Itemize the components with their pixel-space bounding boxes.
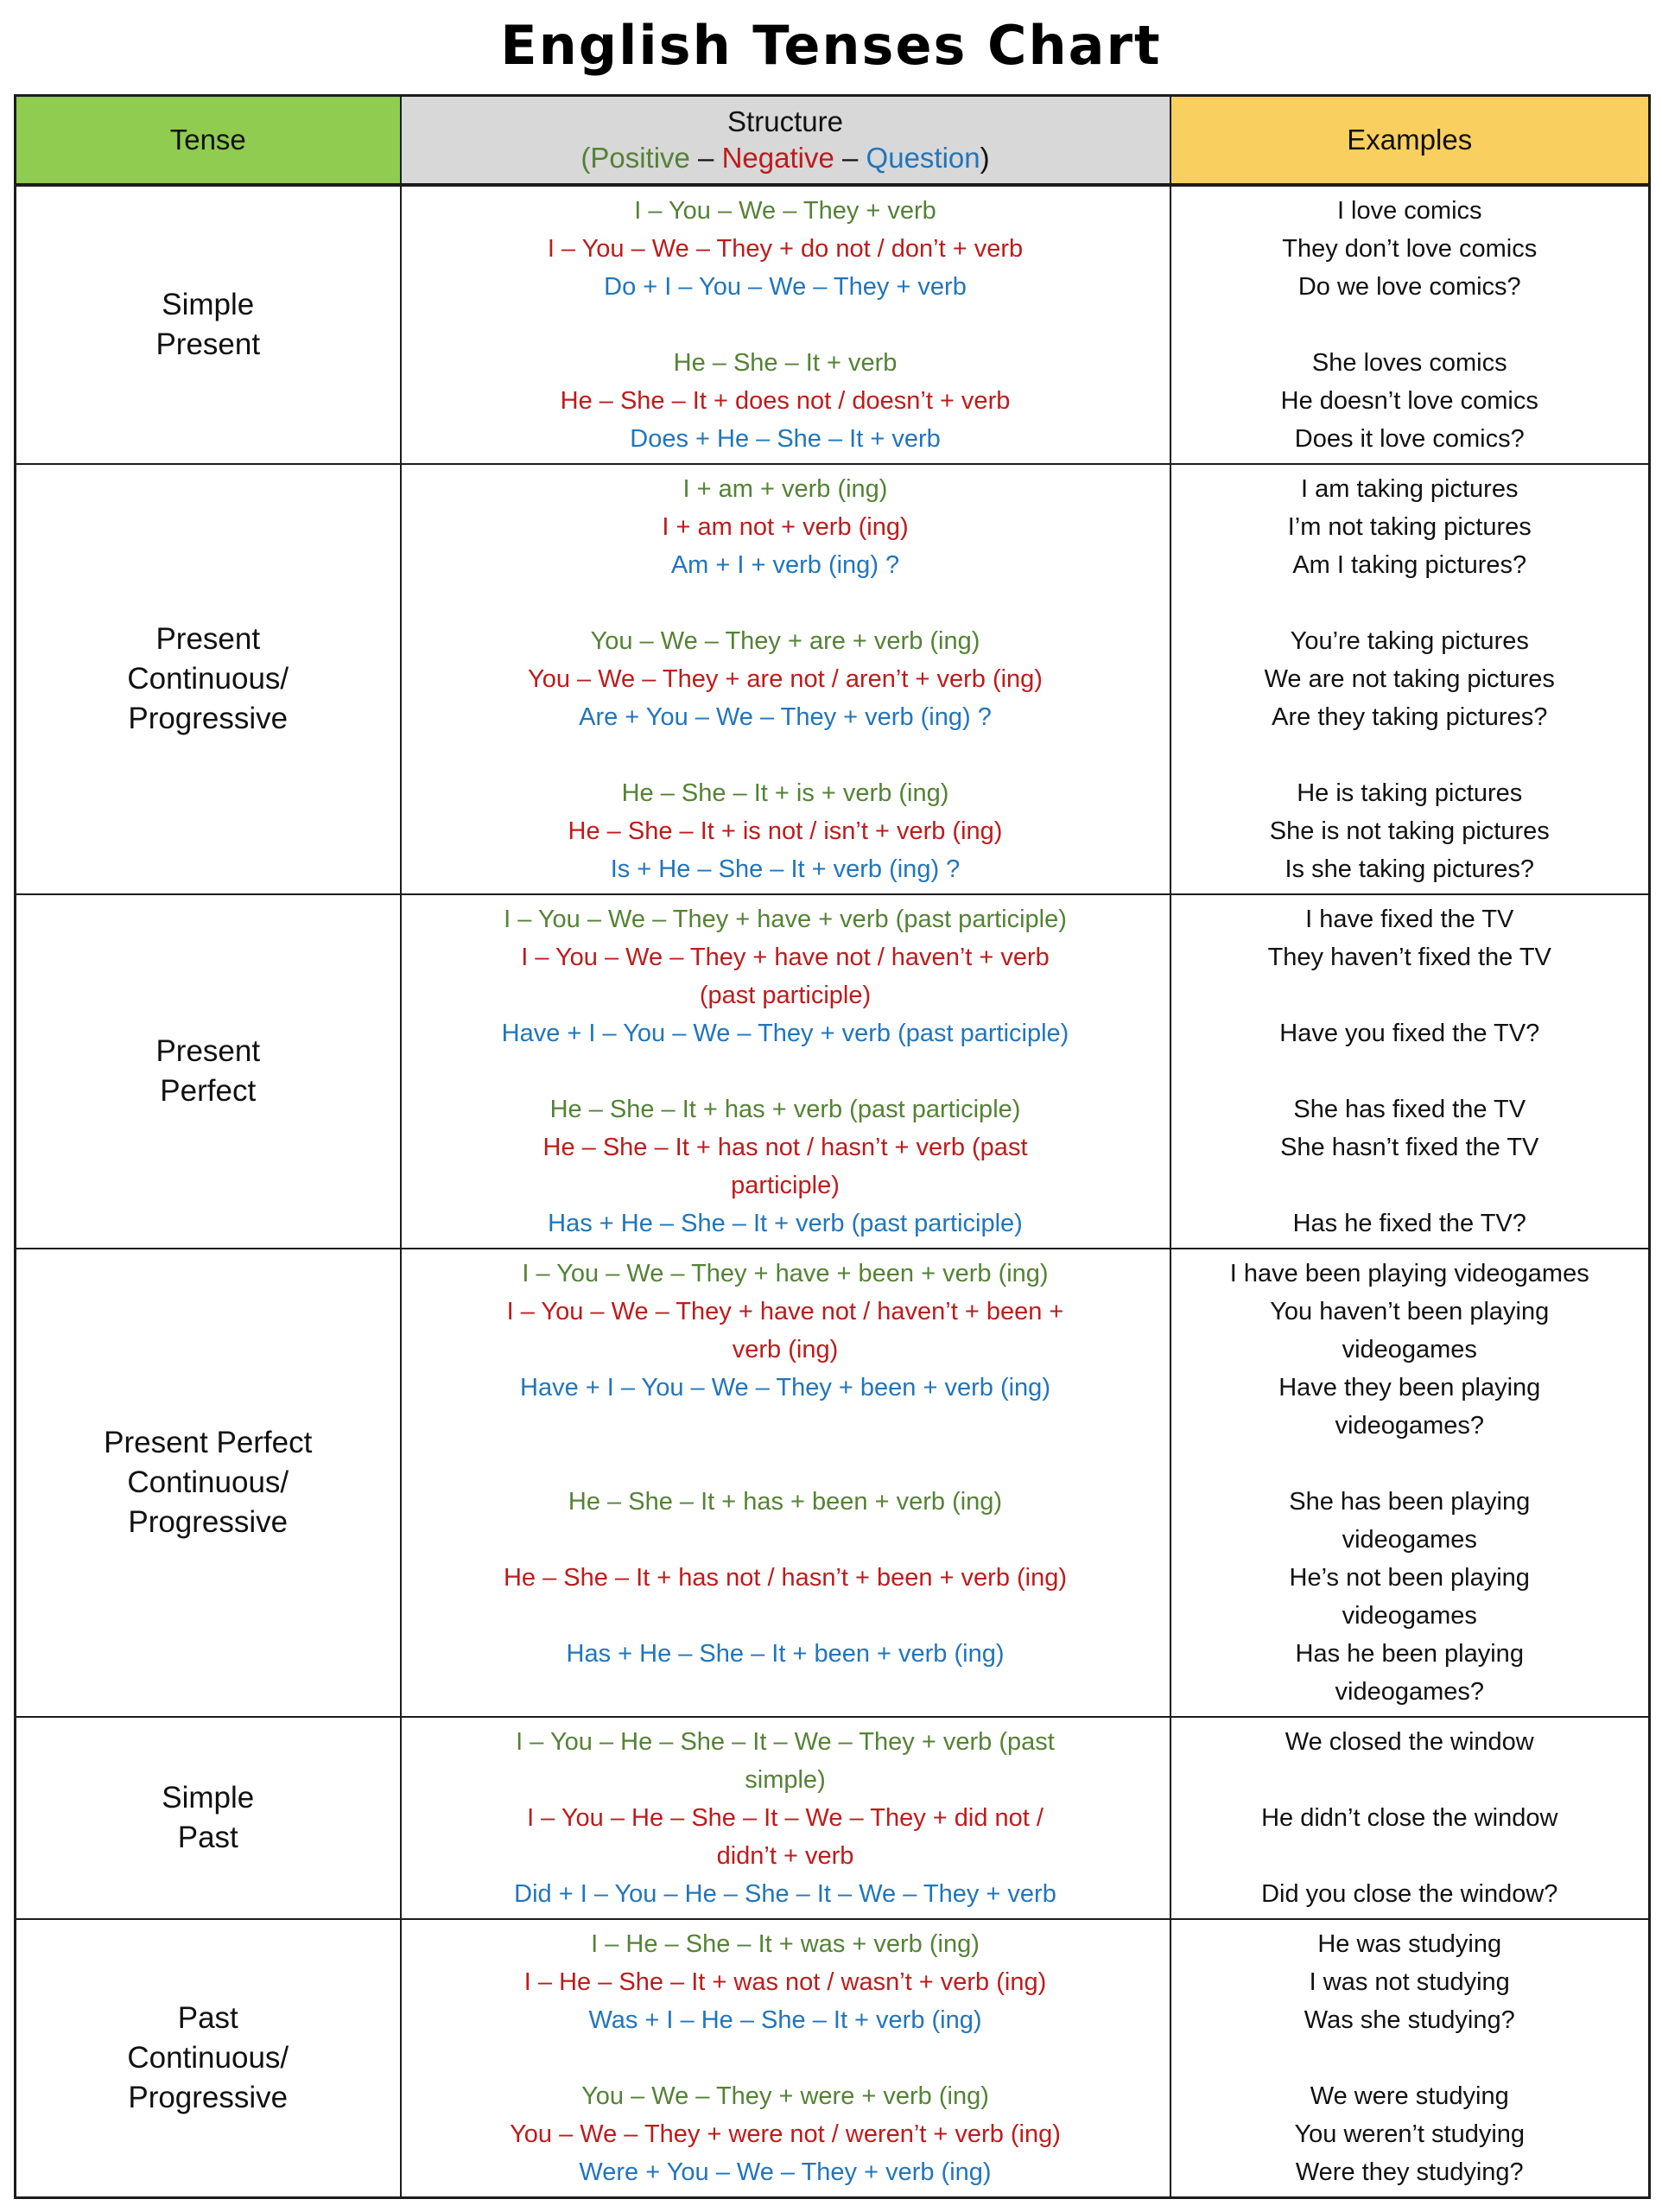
example-line: She is not taking pictures	[1269, 817, 1550, 845]
example-line: Am I taking pictures?	[1292, 551, 1527, 579]
example-line: Has he fixed the TV?	[1292, 1210, 1526, 1237]
structure-line-positive: I – He – She – It + was + verb (ing)	[591, 1930, 980, 1958]
example-line: videogames	[1342, 1336, 1477, 1363]
tense-label-line: Progressive	[128, 702, 289, 735]
structure-cell	[401, 1919, 1170, 2198]
structure-line-question: Do + I – You – We – They + verb	[604, 273, 967, 301]
legend-plain: –	[689, 142, 722, 174]
structure-line-blank	[405, 2039, 1166, 2077]
example-line	[1175, 584, 1646, 622]
structure-line-negative: I – You – We – They + do not / don’t + verb	[547, 235, 1024, 263]
structure-line-negative: You – We – They + were not / weren’t + verb (ing)	[510, 2120, 1061, 2148]
example-line: We closed the window	[1285, 1728, 1534, 1756]
examples-cell	[1170, 464, 1650, 894]
example-line: I have fixed the TV	[1305, 906, 1514, 933]
example-line: videogames	[1342, 1526, 1477, 1554]
structure-line-blank	[405, 584, 1166, 622]
example-line: I love comics	[1336, 197, 1482, 225]
header-structure-legend	[402, 142, 1170, 175]
tense-label-line: Progressive	[128, 2081, 289, 2114]
structure-line-question: Did + I – You – He – She – It – We – They + verb	[514, 1880, 1056, 1908]
example-line: I am taking pictures	[1301, 475, 1519, 503]
structure-line-negative: participle)	[731, 1172, 840, 1199]
tense-cell	[16, 1717, 401, 1919]
structure-line-blank	[405, 1673, 1166, 1711]
legend-plain: )	[980, 142, 990, 174]
structure-line-blank	[405, 1597, 1166, 1635]
example-line: You haven’t been playing	[1270, 1298, 1550, 1325]
example-line: Have they been playing	[1278, 1374, 1541, 1402]
structure-line-negative: I + am not + verb (ing)	[662, 513, 909, 541]
tense-label-line: Past	[177, 2001, 238, 2035]
tense-label-line: Continuous/	[127, 1465, 289, 1499]
structure-line-question: Am + I + verb (ing) ?	[670, 551, 900, 579]
table-row	[16, 464, 1650, 894]
tense-label-line: Perfect	[160, 1074, 257, 1108]
table-row	[16, 1249, 1650, 1717]
table-row	[16, 1919, 1650, 2198]
table-row	[16, 185, 1650, 464]
structure-cell	[401, 464, 1170, 894]
example-line: She has fixed the TV	[1293, 1096, 1526, 1123]
structure-cell	[401, 1249, 1170, 1717]
tense-cell	[16, 464, 401, 894]
structure-line-negative: didn’t + verb	[716, 1842, 854, 1870]
structure-line-positive: I – You – We – They + have + verb (past participle)	[504, 906, 1067, 933]
structure-line-negative: He – She – It + has not / hasn’t + verb (past	[542, 1134, 1028, 1161]
example-line: Is she taking pictures?	[1285, 855, 1535, 883]
structure-line-negative: (past participle)	[699, 982, 872, 1009]
structure-line-blank	[405, 1445, 1166, 1483]
example-line: Does it love comics?	[1294, 425, 1525, 453]
example-line	[1175, 306, 1646, 344]
structure-line-negative: He – She – It + is not / isn’t + verb (ing)	[568, 817, 1003, 845]
tense-cell	[16, 1249, 401, 1717]
structure-line-blank	[405, 306, 1166, 344]
structure-line-negative: I – You – We – They + have not / haven’t + verb	[521, 944, 1050, 971]
example-line	[1175, 1761, 1646, 1799]
structure-line-question: Was + I – He – She – It + verb (ing)	[588, 2006, 982, 2034]
legend-positive: (Positive	[580, 142, 690, 174]
structure-line-negative: I – You – He – She – It – We – They + did not /	[527, 1804, 1044, 1832]
legend-negative: Negative	[721, 142, 834, 174]
legend-question: Question	[866, 142, 980, 174]
structure-line-question: Does + He – She – It + verb	[630, 425, 941, 453]
structure-line-negative: verb (ing)	[732, 1336, 839, 1363]
structure-line-question: Have + I – You – We – They + verb (past participle)	[501, 1020, 1069, 1047]
example-line: He is taking pictures	[1297, 779, 1523, 807]
table-row	[16, 1717, 1650, 1919]
structure-line-positive: He – She – It + is + verb (ing)	[621, 779, 949, 807]
structure-line-question: Has + He – She – It + been + verb (ing)	[566, 1640, 1005, 1668]
structure-cell	[401, 1717, 1170, 1919]
examples-cell	[1170, 1249, 1650, 1717]
structure-line-question: Has + He – She – It + verb (past participle)	[548, 1210, 1023, 1237]
examples-cell	[1170, 894, 1650, 1249]
examples-cell	[1170, 1919, 1650, 2198]
example-line: Was she studying?	[1304, 2006, 1515, 2034]
tense-label-line: Present	[155, 1034, 261, 1068]
example-line: She loves comics	[1311, 349, 1507, 377]
structure-line-positive: simple)	[745, 1766, 826, 1794]
example-line: He was studying	[1317, 1930, 1502, 1958]
header-examples: Examples	[1170, 96, 1650, 186]
structure-line-blank	[405, 736, 1166, 774]
tenses-table	[14, 94, 1651, 2199]
structure-line-positive: He – She – It + has + verb (past participle)	[549, 1096, 1021, 1123]
tense-cell	[16, 1919, 401, 2198]
header-row	[16, 96, 1650, 186]
example-line: They haven’t fixed the TV	[1267, 944, 1551, 971]
example-line: You weren’t studying	[1294, 2120, 1526, 2148]
example-line: I was not studying	[1309, 1968, 1510, 1996]
structure-line-blank	[405, 1052, 1166, 1090]
tense-label-line: Progressive	[128, 1505, 289, 1539]
tense-label-line: Continuous/	[127, 2041, 289, 2075]
structure-line-positive: I + am + verb (ing)	[682, 475, 888, 503]
table-row	[16, 894, 1650, 1249]
tense-label-line: Present Perfect	[104, 1426, 313, 1459]
structure-line-negative: I – You – We – They + have not / haven’t + been +	[506, 1298, 1064, 1325]
example-line: He doesn’t love comics	[1280, 387, 1538, 415]
example-line: You’re taking pictures	[1290, 627, 1529, 655]
tense-cell	[16, 894, 401, 1249]
page-title: English Tenses Chart	[500, 14, 1162, 77]
structure-line-question: Were + You – We – They + verb (ing)	[579, 2158, 992, 2186]
example-line: She hasn’t fixed the TV	[1280, 1134, 1539, 1161]
example-line: Did you close the window?	[1261, 1880, 1558, 1908]
example-line	[1175, 736, 1646, 774]
example-line	[1175, 2039, 1646, 2077]
structure-line-question: Is + He – She – It + verb (ing) ?	[610, 855, 961, 883]
header-structure	[401, 96, 1170, 186]
tense-label-line: Simple	[162, 1781, 255, 1815]
structure-line-question: Are + You – We – They + verb (ing) ?	[579, 703, 992, 731]
example-line: Are they taking pictures?	[1272, 703, 1548, 731]
structure-line-question: Have + I – You – We – They + been + verb (ing)	[520, 1374, 1050, 1402]
structure-line-positive: I – You – He – She – It – We – They + verb (past	[516, 1728, 1055, 1756]
example-line	[1175, 1166, 1646, 1205]
structure-cell	[401, 185, 1170, 464]
tense-label-line: Continuous/	[127, 662, 289, 696]
example-line: videogames	[1342, 1602, 1477, 1630]
examples-cell	[1170, 185, 1650, 464]
legend-plain: –	[834, 142, 866, 174]
tense-label-line: Simple	[162, 288, 255, 321]
example-line	[1175, 1445, 1646, 1483]
structure-line-blank	[405, 1521, 1166, 1559]
structure-line-positive: You – We – They + were + verb (ing)	[581, 2082, 989, 2110]
structure-line-positive: You – We – They + are + verb (ing)	[590, 627, 980, 655]
structure-line-negative: He – She – It + does not / doesn’t + verb	[560, 387, 1011, 415]
example-line: He’s not been playing	[1289, 1564, 1530, 1592]
example-line: Were they studying?	[1295, 2158, 1524, 2186]
example-line: We are not taking pictures	[1264, 665, 1555, 693]
example-line: We were studying	[1310, 2082, 1509, 2110]
header-structure-title: Structure	[727, 105, 843, 137]
tense-cell	[16, 185, 401, 464]
tense-label-line: Present	[155, 622, 261, 656]
structure-line-negative: I – He – She – It + was not / wasn’t + verb (ing)	[523, 1968, 1047, 1996]
example-line: Have you fixed the TV?	[1279, 1020, 1540, 1047]
tense-label-line: Present	[155, 327, 261, 361]
structure-line-blank	[405, 1407, 1166, 1445]
example-line	[1175, 1837, 1646, 1875]
structure-line-positive: He – She – It + verb	[673, 349, 898, 377]
example-line: Has he been playing	[1295, 1640, 1524, 1668]
example-line: She has been playing	[1289, 1488, 1531, 1516]
example-line: I’m not taking pictures	[1287, 513, 1532, 541]
structure-line-negative: He – She – It + has not / hasn’t + been + verb (ing)	[503, 1564, 1068, 1592]
tense-label-line: Past	[177, 1821, 238, 1854]
structure-line-positive: I – You – We – They + have + been + verb (ing)	[522, 1260, 1049, 1287]
structure-line-negative: You – We – They + are not / aren’t + verb (ing)	[528, 665, 1043, 693]
structure-cell	[401, 894, 1170, 1249]
structure-line-positive: He – She – It + has + been + verb (ing)	[568, 1488, 1003, 1516]
example-line: I have been playing videogames	[1229, 1260, 1589, 1287]
examples-cell	[1170, 1717, 1650, 1919]
example-line	[1175, 976, 1646, 1014]
example-line: videogames?	[1335, 1412, 1484, 1440]
table-body	[16, 185, 1650, 2198]
example-line: Do we love comics?	[1297, 273, 1521, 301]
example-line: They don’t love comics	[1282, 235, 1538, 263]
example-line: videogames?	[1335, 1678, 1484, 1706]
header-tense: Tense	[16, 96, 401, 186]
structure-line-positive: I – You – We – They + verb	[634, 197, 936, 225]
example-line	[1175, 1052, 1646, 1090]
example-line: He didn’t close the window	[1261, 1804, 1558, 1832]
